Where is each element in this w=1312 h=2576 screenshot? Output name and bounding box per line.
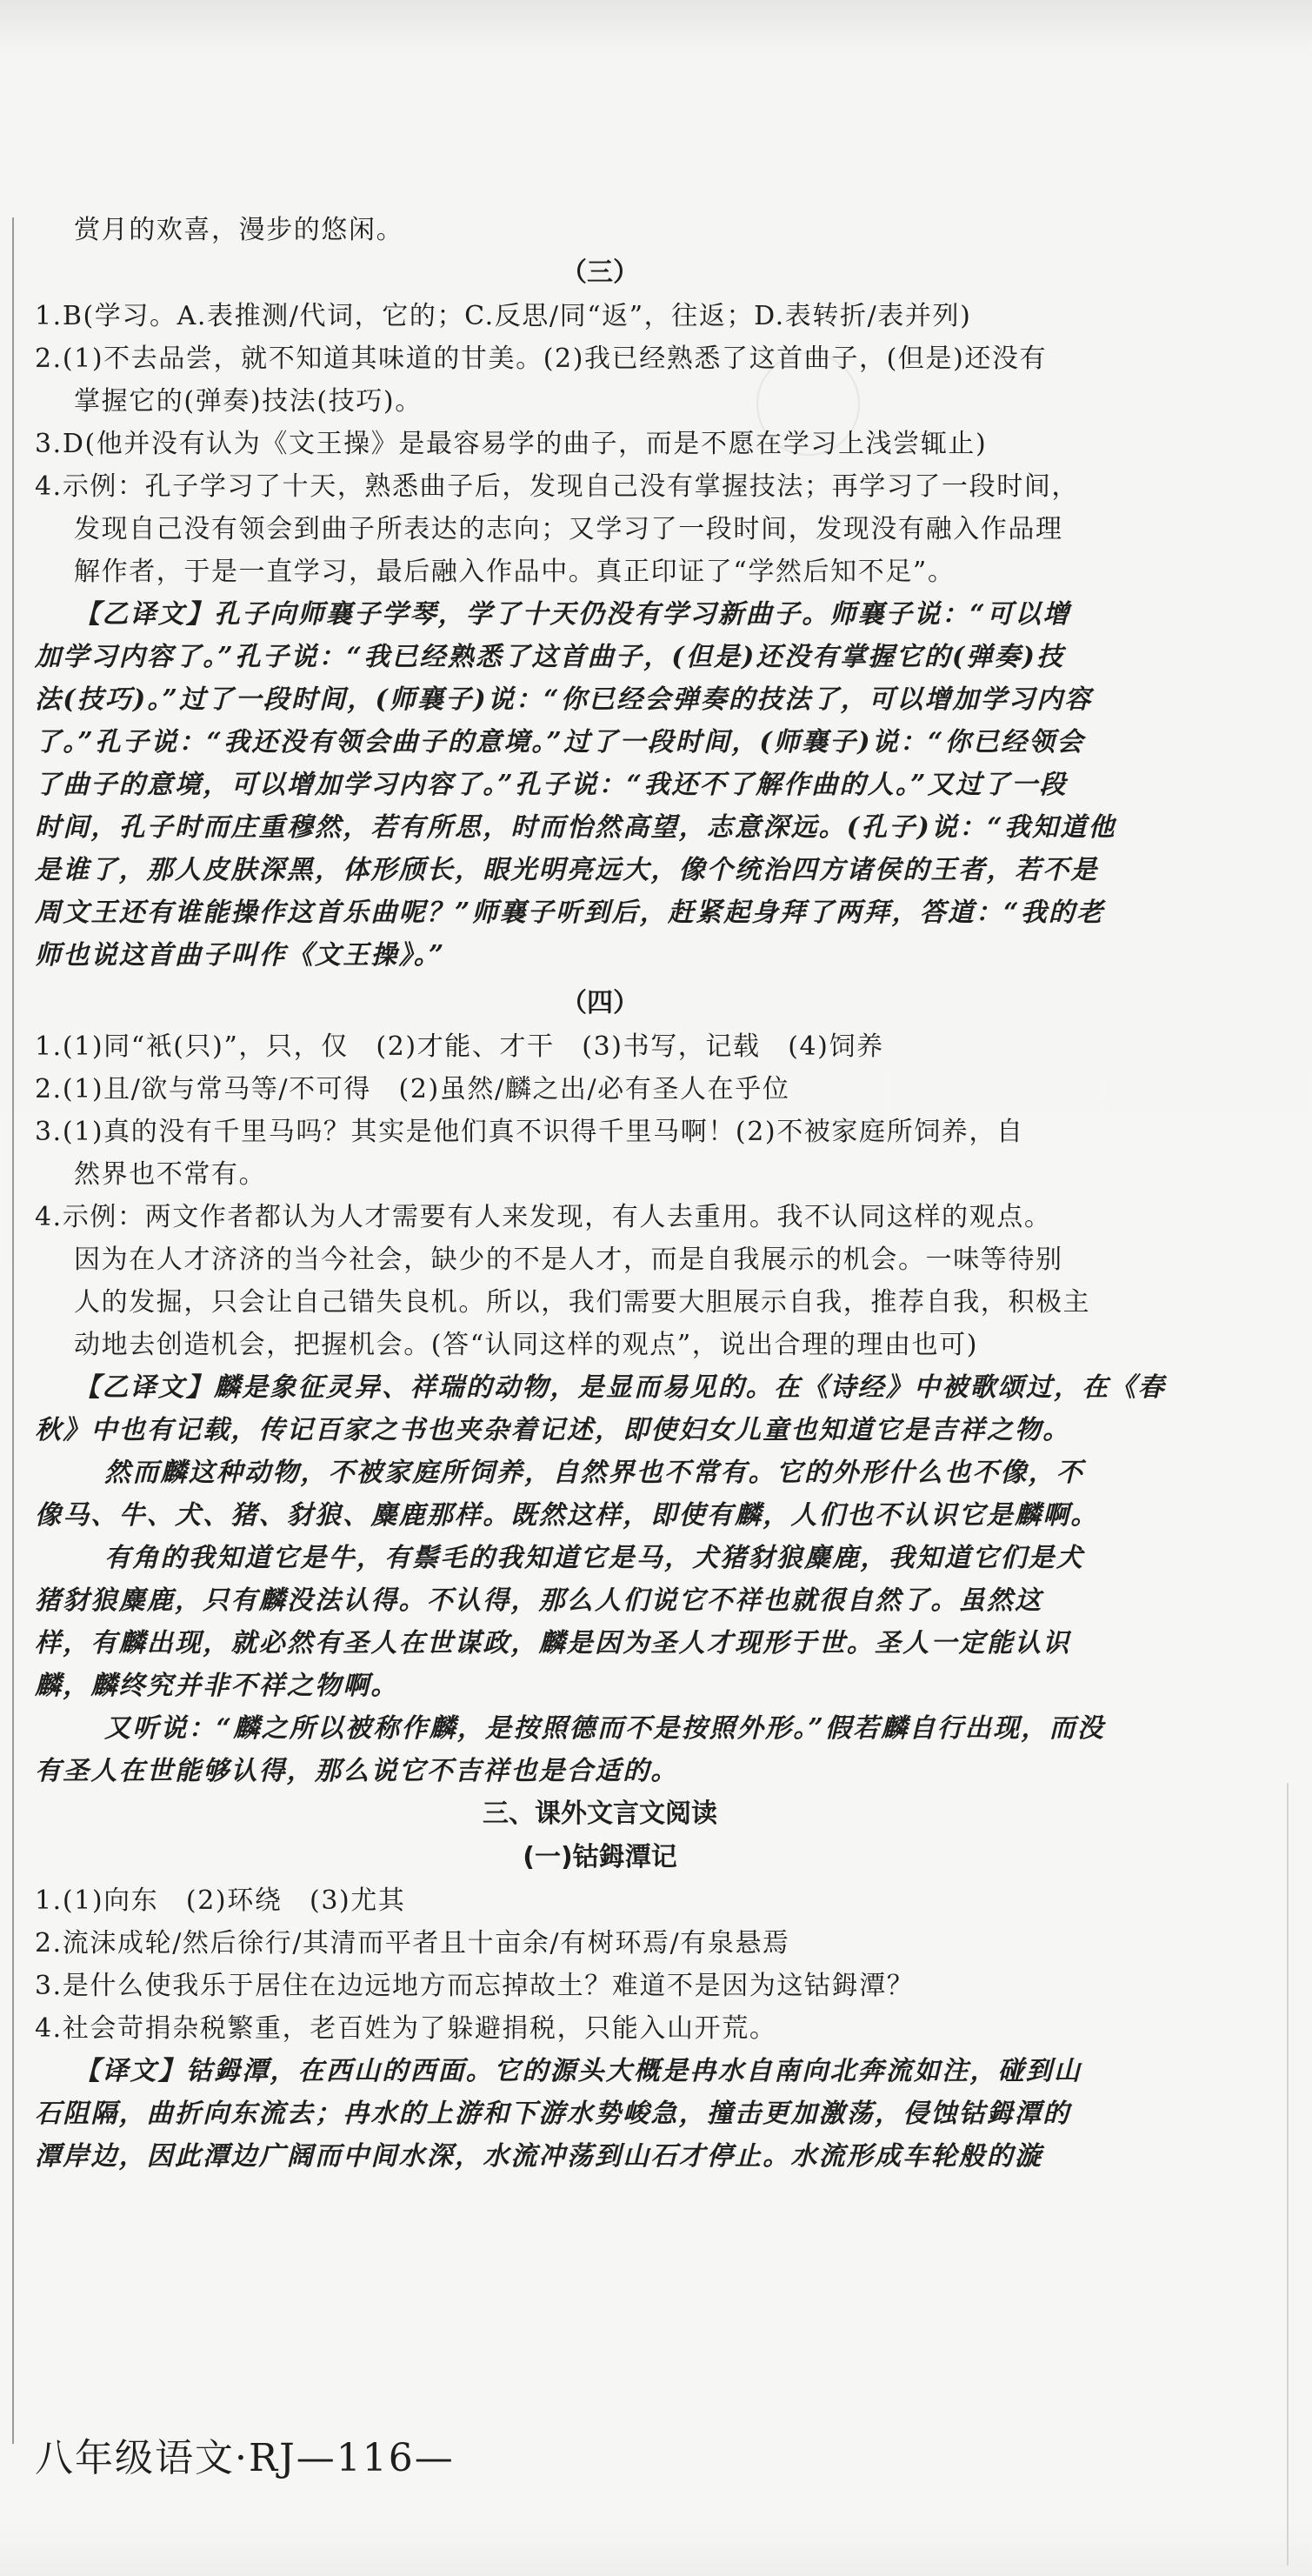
answer-5-q3: 3.是什么使我乐于居住在边远地方而忘掉故土？难道不是因为这钴鉧潭？	[35, 1971, 915, 2001]
translation-3-line7: 是谁了，那人皮肤深黑，体形颀长，眼光明亮远大，像个统治四方诸侯的王者，若不是	[35, 855, 1099, 885]
answer-3-q4-line3: 解作者，于是一直学习，最后融入作品中。真正印证了“学然后知不足”。	[74, 557, 956, 587]
section-heading-three: （三）	[561, 257, 639, 288]
translation-label: 【乙译文】	[74, 599, 214, 630]
translation-4-p1-line1: 【乙译文】麟是象征灵异、祥瑞的动物，是显而易见的。在《诗经》中被歌颂过，在《春	[74, 1372, 1166, 1403]
answer-4-q3-line1: 3.(1)真的没有千里马吗？其实是他们真不识得千里马啊！(2)不被家庭所饲养，自	[35, 1117, 1024, 1147]
translation-5-line3: 潭岸边，因此潭边广阔而中间水深，水流冲荡到山石才停止。水流形成车轮般的漩	[35, 2141, 1043, 2172]
answer-3-q4-line2: 发现自己没有领会到曲子所表达的志向；又学习了一段时间，发现没有融入作品理	[74, 514, 1063, 544]
answer-content	[35, 209, 1165, 2178]
translation-3-line3: 法(技巧)。”过了一段时间，(师襄子)说：“你已经会弹奏的技法了，可以增加学习内容	[35, 684, 1093, 715]
answer-3-q4-line1: 4.示例：孔子学习了十天，熟悉曲子后，发现自己没有掌握技法；再学习了一段时间，	[35, 471, 1080, 502]
translation-4-p4-line1: 又听说：“麟之所以被称作麟，是按照德而不是按照外形。”假若麟自行出现，而没	[104, 1713, 1105, 1744]
translation-5-line2: 石阻隔，曲折向东流去；冉水的上游和下游水势峻急，撞击更加激荡，侵蚀钴鉧潭的	[35, 2099, 1071, 2129]
answer-3-q3: 3.D(他并没有认为《文王操》是最容易学的曲子，而是不愿在学习上浅尝辄止)	[35, 429, 988, 459]
right-edge-rule	[1287, 1783, 1289, 2566]
translation-4-p3-line1: 有角的我知道它是牛，有鬃毛的我知道它是马，犬猪豺狼麋鹿，我知道它们是犬	[104, 1543, 1084, 1573]
answer-4-q4-line3: 人的发掘，只会让自己错失良机。所以，我们需要大胆展示自我，推荐自我，积极主	[74, 1287, 1091, 1318]
translation-4-p3-line4: 麟，麟终究并非不祥之物啊。	[35, 1671, 399, 1701]
translation-3-line1: 【乙译文】孔子向师襄子学琴，学了十天仍没有学习新曲子。师襄子说：“可以增	[74, 599, 1071, 630]
left-column-rule	[12, 217, 14, 2444]
translation-3-line4: 了。”孔子说：“我还没有领会曲子的意境。”过了一段时间，(师襄子)说：“你已经领会	[35, 727, 1085, 757]
translation-4-p3-line3: 样，有麟出现，就必然有圣人在世谋政，麟是因为圣人才现形于世。圣人一定能认识	[35, 1628, 1071, 1658]
page-footer: 八年级语文·RJ—116—	[35, 2436, 455, 2480]
translation-4-p4-line2: 有圣人在世能够认得，那么说它不吉祥也是合适的。	[35, 1756, 679, 1786]
answer-4-q4-line2: 因为在人才济济的当今社会，缺少的不是人才，而是自我展示的机会。一味等待别	[74, 1245, 1063, 1275]
translation-label: 【译文】	[74, 2056, 186, 2086]
answer-4-q1: 1.(1)同“衹(只)”，只，仅 (2)才能、才干 (3)书写，记载 (4)饲养	[35, 1031, 884, 1062]
answer-3-q2-line2: 掌握它的(弹奏)技法(技巧)。	[74, 386, 423, 417]
translation-4-p2-line1: 然而麟这种动物，不被家庭所饲养，自然界也不常有。它的外形什么也不像，不	[104, 1458, 1084, 1488]
answer-4-q2: 2.(1)且/欲与常马等/不可得 (2)虽然/麟之出/必有圣人在乎位	[35, 1074, 790, 1104]
translation-3-line8: 周文王还有谁能操作这首乐曲呢？”师襄子听到后，赶紧起身拜了两拜，答道：“我的老	[35, 898, 1105, 928]
answer-3-q2-line1: 2.(1)不去品尝，就不知道其味道的甘美。(2)我已经熟悉了这首曲子，(但是)还没有	[35, 344, 1048, 374]
answer-5-q4: 4.社会苛捐杂税繁重，老百姓为了躲避捐税，只能入山开荒。	[35, 2013, 777, 2044]
translation-3-line6: 时间，孔子时而庄重穆然，若有所思，时而怡然高望，志意深远。(孔子)说：“我知道他	[35, 812, 1116, 843]
subsection-heading-gumutan: (一)钴鉧潭记	[523, 1842, 677, 1872]
carry-over-line: 赏月的欢喜，漫步的悠闲。	[74, 215, 404, 245]
answer-4-q3-line2: 然界也不常有。	[74, 1159, 267, 1190]
section-heading-four: （四）	[561, 988, 639, 1018]
translation-3-line2: 加学习内容了。”孔子说：“我已经熟悉了这首曲子，(但是)还没有掌握它的(弹奏)技	[35, 642, 1065, 672]
translation-4-p2-line2: 像马、牛、犬、猪、豺狼、麋鹿那样。既然这样，即使有麟，人们也不认识它是麟啊。	[35, 1500, 1099, 1531]
translation-3-line9: 师也说这首曲子叫作《文王操》。”	[35, 940, 446, 971]
answer-5-q1: 1.(1)向东 (2)环绕 (3)尤其	[35, 1885, 406, 1916]
translation-3-line5: 了曲子的意境，可以增加学习内容了。”孔子说：“我还不了解作曲的人。”又过了一段	[35, 770, 1068, 800]
translation-4-p1-line2: 秋》中也有记载，传记百家之书也夹杂着记述，即使妇女儿童也知道它是吉祥之物。	[35, 1415, 1071, 1445]
translation-label: 【乙译文】	[74, 1372, 214, 1403]
answer-4-q4-line1: 4.示例：两文作者都认为人才需要有人来发现，有人去重用。我不认同这样的观点。	[35, 1202, 1052, 1232]
section-heading-extracurricular: 三、课外文言文阅读	[483, 1799, 717, 1829]
answer-3-q1: 1.B(学习。A.表推测/代词，它的；C.反思/同“返”，往返；D.表转折/表并列)	[35, 301, 972, 331]
answer-4-q4-line4: 动地去创造机会，把握机会。(答“认同这样的观点”，说出合理的理由也可)	[74, 1330, 979, 1360]
answer-5-q2: 2.流沫成轮/然后徐行/其清而平者且十亩余/有树环焉/有泉悬焉	[35, 1928, 790, 1959]
translation-5-line1: 【译文】钴鉧潭，在西山的西面。它的源头大概是冉水自南向北奔流如注，碰到山	[74, 2056, 1082, 2086]
translation-4-p3-line2: 猪豺狼麋鹿，只有麟没法认得。不认得，那么人们说它不祥也就很自然了。虽然这	[35, 1585, 1043, 1616]
